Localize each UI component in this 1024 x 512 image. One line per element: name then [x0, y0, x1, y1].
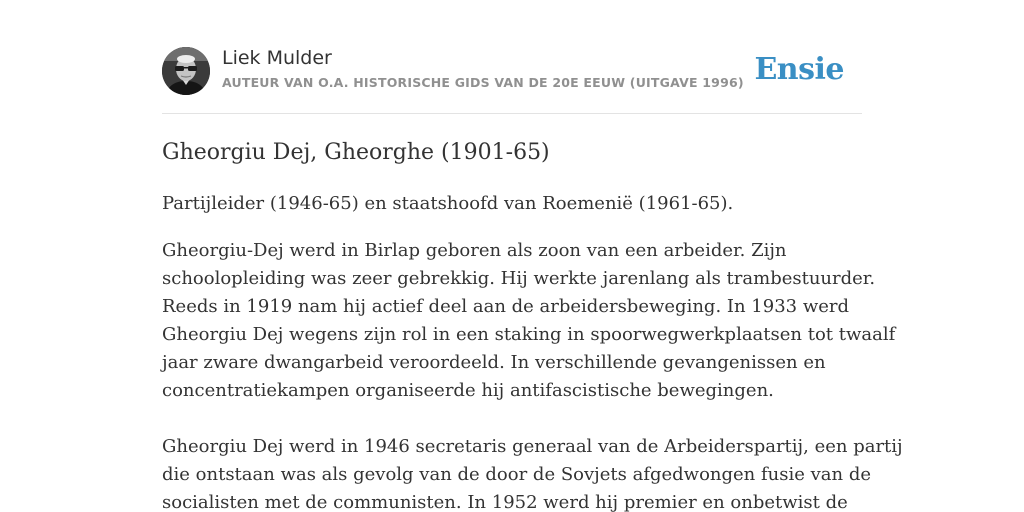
- author-header: [162, 46, 862, 96]
- brand-logo[interactable]: Ensie: [754, 52, 844, 87]
- body-line: die ontstaan was als gevolg van de door de Sovjets afgedwongen fusie van de: [162, 464, 872, 485]
- author-subtitle: AUTEUR VAN O.A. HISTORISCHE GIDS VAN DE 20E EEUW (UITGAVE 1996): [222, 75, 744, 90]
- author-avatar[interactable]: [162, 47, 210, 95]
- body-line: Gheorgiu Dej werd in 1946 secretaris generaal van de Arbeiderspartij, een partij: [162, 436, 903, 457]
- article-lead: Partijleider (1946-65) en staatshoofd van Roemenië (1961-65).: [162, 193, 734, 214]
- body-line: concentratiekampen organiseerde hij antifascistische bewegingen.: [162, 380, 774, 401]
- author-portrait-icon: [162, 47, 210, 95]
- body-line: jaar zware dwangarbeid veroordeeld. In verschillende gevangenissen en: [162, 352, 826, 373]
- body-line: Gheorgiu Dej wegens zijn rol in een staking in spoorwegwerkplaatsen tot twaalf: [162, 324, 896, 345]
- author-name[interactable]: Liek Mulder: [222, 47, 332, 69]
- header-divider: [162, 113, 862, 114]
- article-title: Gheorgiu Dej, Gheorghe (1901-65): [162, 140, 550, 165]
- body-line: schoolopleiding was zeer gebrekkig. Hij werkte jarenlang als trambestuurder.: [162, 268, 876, 289]
- article-body: [162, 237, 903, 512]
- body-line: Reeds in 1919 nam hij actief deel aan de arbeidersbeweging. In 1933 werd: [162, 296, 850, 317]
- body-line: socialisten met de communisten. In 1952 werd hij premier en onbetwist de: [162, 492, 848, 512]
- body-line: Gheorgiu-Dej werd in Birlap geboren als zoon van een arbeider. Zijn: [162, 240, 787, 261]
- paragraph-gap: [162, 405, 882, 433]
